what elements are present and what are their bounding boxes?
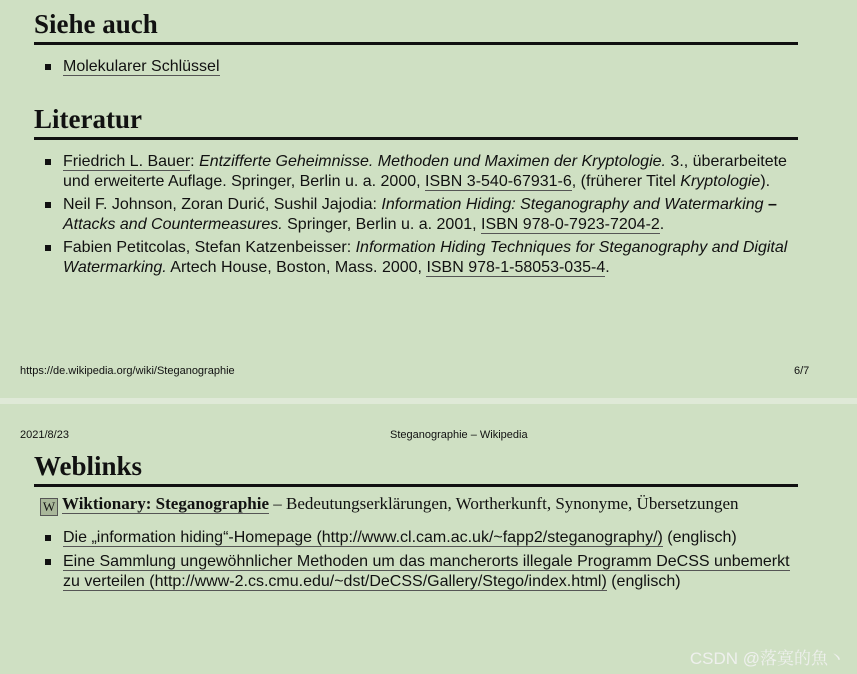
literatur-item-petitcolas bbox=[34, 238, 798, 278]
book-title: Information Hiding: Steganography and Watermarking bbox=[381, 196, 764, 213]
list-item bbox=[34, 552, 798, 592]
header-title: Steganographie – Wikipedia bbox=[390, 429, 528, 441]
publication-info: . bbox=[659, 216, 665, 233]
literatur-list bbox=[34, 152, 798, 278]
isbn-link[interactable]: ISBN 978-0-7923-7204-2 bbox=[481, 216, 660, 233]
weblinks-heading: Weblinks bbox=[34, 450, 798, 487]
literatur-section bbox=[34, 103, 798, 281]
authors: Neil F. Johnson, Zoran Durić, Sushil Jajodia: bbox=[63, 196, 382, 213]
publication-info: 3., überarbeitete und erweiterte Auflage. Springer, Berlin u. a. 2000, bbox=[63, 153, 787, 190]
separator: : bbox=[190, 153, 200, 170]
information-hiding-homepage-link[interactable]: Die „information hiding“-Homepage (http://www.cl.cam.ac.uk/~fapp2/steganography/) bbox=[63, 529, 663, 546]
publication-info: . bbox=[605, 259, 610, 276]
weblinks-list bbox=[34, 528, 798, 592]
language-note: (englisch) bbox=[662, 529, 737, 546]
isbn-link[interactable]: ISBN 978-1-58053-035-4 bbox=[426, 259, 606, 276]
siehe-auch-section bbox=[34, 8, 798, 80]
list-item bbox=[34, 57, 798, 77]
isbn-link[interactable]: ISBN 3-540-67931-6 bbox=[425, 173, 572, 190]
weblinks-section bbox=[34, 450, 798, 595]
old-title: Kryptologie bbox=[680, 173, 761, 190]
csdn-watermark: CSDN @落寞的魚丶 bbox=[689, 649, 845, 668]
wiktionary-line bbox=[34, 493, 798, 516]
list-item bbox=[34, 528, 798, 548]
molekularer-schluessel-link[interactable]: Molekularer Schlüssel bbox=[63, 58, 220, 75]
header-date: 2021/8/23 bbox=[20, 429, 69, 441]
authors: Fabien Petitcolas, Stefan Katzenbeisser: bbox=[63, 239, 356, 256]
title-dash: – bbox=[763, 196, 777, 213]
siehe-auch-heading: Siehe auch bbox=[34, 8, 798, 45]
decss-gallery-link[interactable]: Eine Sammlung ungewöhnlicher Methoden um das mancherorts illegale Programm DeCSS unbemerkt zu verteilen (http://www-2.cs.cmu.edu/~dst/DeCSS/Gallery/Stego/index.html) bbox=[63, 553, 790, 590]
wiktionary-description: – Bedeutungserklärungen, Wortherkunft, Synonyme, Übersetzungen bbox=[269, 494, 739, 513]
publication-info: Artech House, Boston, Mass. 2000, bbox=[166, 259, 427, 276]
wiktionary-icon: W bbox=[40, 498, 58, 516]
footer-page-number: 6/7 bbox=[794, 365, 810, 377]
book-title: Entzifferte Geheimnisse. Methoden und Maximen der Kryptologie. bbox=[199, 153, 666, 170]
pdf-page-7 bbox=[0, 404, 857, 674]
language-note: (englisch) bbox=[606, 573, 681, 590]
literatur-item-bauer bbox=[34, 152, 798, 192]
publication-info: ). bbox=[760, 173, 771, 190]
footer-url: https://de.wikipedia.org/wiki/Steganographie bbox=[20, 365, 235, 377]
literatur-item-johnson bbox=[34, 195, 798, 235]
literatur-heading: Literatur bbox=[34, 103, 798, 140]
publication-info: , (früherer Titel bbox=[571, 173, 681, 190]
book-title: Information Hiding Techniques for Steganography and Digital Watermarking. bbox=[63, 239, 788, 276]
publication-info: Springer, Berlin u. a. 2001, bbox=[282, 216, 482, 233]
author-link-bauer[interactable]: Friedrich L. Bauer bbox=[63, 153, 191, 170]
wiktionary-link[interactable]: Wiktionary: Steganographie bbox=[62, 494, 270, 513]
siehe-auch-list bbox=[34, 57, 798, 77]
book-subtitle: Attacks and Countermeasures. bbox=[63, 216, 283, 233]
